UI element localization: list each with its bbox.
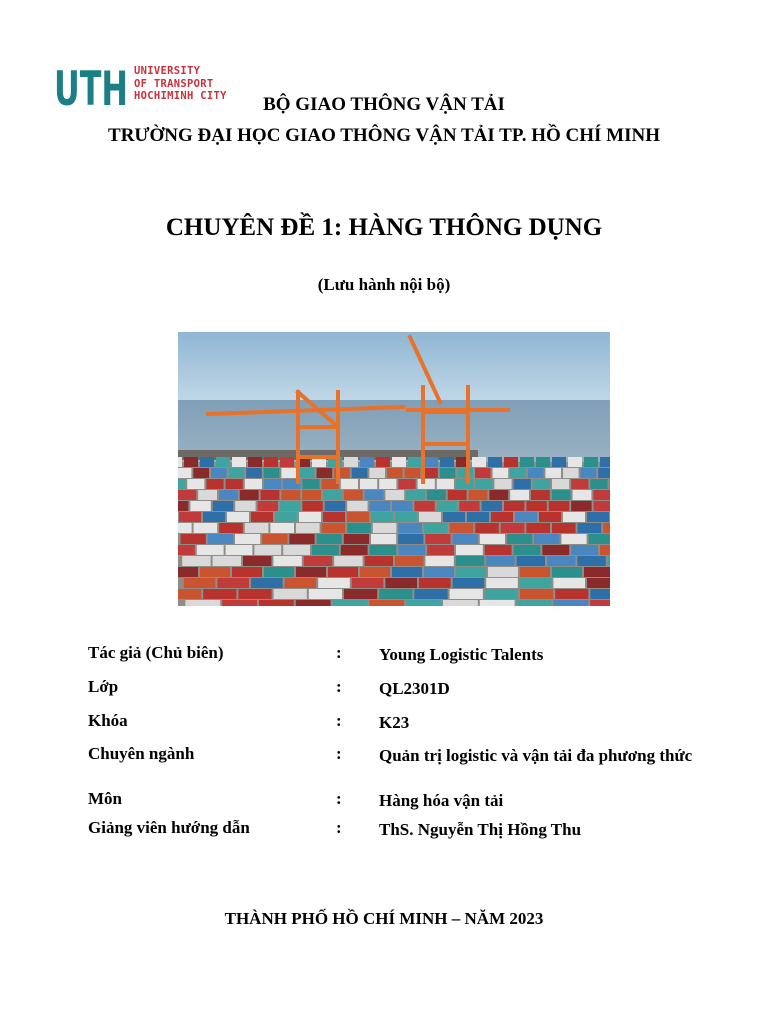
container-block — [561, 534, 586, 544]
container-block — [344, 457, 358, 467]
container-block — [304, 556, 332, 566]
logo-line-1: UNIVERSITY — [134, 65, 201, 77]
container-block — [552, 457, 566, 467]
container-block — [514, 545, 541, 555]
container-block — [453, 534, 478, 544]
container-block — [296, 523, 320, 533]
container-block — [581, 468, 597, 478]
container-block — [459, 501, 479, 511]
container-block — [440, 468, 456, 478]
container-block — [178, 545, 195, 555]
container-block — [213, 556, 241, 566]
container-block — [507, 534, 532, 544]
container-block — [573, 490, 592, 500]
container-block — [398, 545, 425, 555]
container-block — [299, 468, 315, 478]
container-block — [480, 534, 505, 544]
container-block — [360, 567, 390, 577]
container-block — [226, 545, 253, 555]
container-block — [200, 567, 230, 577]
container-block — [398, 534, 423, 544]
container-block — [273, 556, 301, 566]
container-block — [296, 567, 326, 577]
container-block — [395, 512, 417, 522]
ministry-heading: BỘ GIAO THÔNG VẬN TẢI — [263, 94, 505, 115]
container-block — [534, 534, 559, 544]
container-block — [178, 468, 191, 478]
container-block — [275, 512, 297, 522]
container-block — [587, 512, 609, 522]
container-block — [589, 534, 610, 544]
container-block — [347, 501, 367, 511]
container-block — [184, 457, 198, 467]
container-block — [203, 512, 225, 522]
info-value: QL2301D — [379, 679, 450, 698]
circulation-note: (Lưu hành nội bộ) — [317, 275, 451, 294]
container-block — [520, 578, 552, 588]
container-block — [398, 479, 415, 489]
container-block — [259, 600, 294, 606]
container-block — [571, 501, 591, 511]
container-block — [184, 578, 216, 588]
container-block — [526, 523, 550, 533]
container-block — [571, 545, 598, 555]
container-block — [222, 600, 257, 606]
container-block — [510, 490, 529, 500]
container-block — [373, 523, 397, 533]
container-block — [203, 589, 236, 599]
container-block — [555, 589, 588, 599]
container-block — [501, 523, 525, 533]
container-block — [526, 501, 546, 511]
container-block — [229, 468, 245, 478]
container-block — [493, 468, 509, 478]
container-block — [178, 501, 188, 511]
container-block — [317, 534, 342, 544]
container-block — [213, 501, 233, 511]
container-block — [425, 534, 450, 544]
container-block — [245, 523, 269, 533]
container-block — [424, 567, 454, 577]
container-block — [302, 501, 322, 511]
container-block — [563, 512, 585, 522]
port-cover-photo — [178, 332, 610, 606]
container-block — [450, 523, 474, 533]
container-block — [456, 545, 483, 555]
container-block — [302, 479, 319, 489]
container-block — [344, 490, 363, 500]
container-block — [226, 479, 243, 489]
container-block — [341, 545, 368, 555]
container-block — [178, 479, 185, 489]
container-block — [352, 578, 384, 588]
container-block — [347, 512, 369, 522]
container-block — [528, 468, 544, 478]
container-block — [395, 556, 423, 566]
container-block — [448, 490, 467, 500]
container-block — [285, 578, 317, 588]
container-block — [200, 457, 214, 467]
container-block — [299, 512, 321, 522]
container-block — [198, 490, 217, 500]
container-block — [414, 501, 434, 511]
container-block — [289, 534, 314, 544]
container-block — [553, 578, 585, 588]
logo-line-2: OF TRANSPORT — [134, 77, 214, 90]
container-block — [245, 479, 262, 489]
container-block — [547, 556, 575, 566]
container-block — [281, 468, 297, 478]
container-block — [206, 479, 223, 489]
container-block — [577, 556, 605, 566]
container-block — [270, 523, 294, 533]
info-label: Tác giả (Chủ biên) — [88, 643, 224, 662]
container-block — [494, 479, 511, 489]
container-block — [227, 512, 249, 522]
container-block — [190, 501, 210, 511]
container-block — [453, 578, 485, 588]
container-block — [318, 578, 350, 588]
container-block — [370, 501, 390, 511]
container-block — [603, 523, 610, 533]
container-block — [379, 589, 412, 599]
info-colon: : — [336, 711, 342, 730]
container-block — [427, 545, 454, 555]
container-block — [536, 457, 550, 467]
container-block — [211, 468, 227, 478]
container-block — [515, 512, 537, 522]
info-colon: : — [336, 789, 342, 808]
container-block — [594, 501, 610, 511]
container-block — [590, 589, 610, 599]
container-block — [392, 567, 422, 577]
document-title: CHUYÊN ĐỀ 1: HÀNG THÔNG DỤNG — [165, 214, 603, 241]
container-block — [531, 490, 550, 500]
logo-line-3: HOCHIMINH CITY — [134, 90, 227, 102]
container-block — [328, 567, 358, 577]
container-block — [369, 468, 385, 478]
container-block — [485, 589, 518, 599]
container-block — [486, 556, 514, 566]
container-block — [549, 501, 569, 511]
container-block — [571, 479, 588, 489]
container-block — [584, 457, 598, 467]
container-block — [264, 468, 280, 478]
container-block — [406, 600, 441, 606]
university-heading: TRƯỜNG ĐẠI HỌC GIAO THÔNG VẬN TẢI TP. HỒ CHÍ MINH — [108, 125, 660, 146]
container-block — [598, 468, 610, 478]
container-block — [197, 545, 224, 555]
info-value: K23 — [379, 713, 410, 732]
container-block — [280, 457, 294, 467]
container-block — [208, 534, 233, 544]
info-value: Young Logistic Talents — [379, 645, 544, 664]
container-block — [427, 490, 446, 500]
container-block — [406, 490, 425, 500]
container-block — [485, 545, 512, 555]
container-block — [385, 578, 417, 588]
container-block — [552, 567, 582, 577]
container-block — [261, 490, 280, 500]
container-block — [593, 490, 610, 500]
container-block — [424, 457, 438, 467]
info-value: ThS. Nguyễn Thị Hồng Thu — [379, 820, 582, 839]
container-block — [568, 457, 582, 467]
container-block — [590, 600, 610, 606]
container-block — [216, 457, 230, 467]
container-block — [398, 523, 422, 533]
container-block — [325, 501, 345, 511]
container-block — [475, 523, 499, 533]
container-block — [376, 457, 390, 467]
container-block — [344, 589, 377, 599]
container-block — [414, 589, 447, 599]
container-block — [608, 556, 610, 566]
container-block — [248, 457, 262, 467]
container-block — [520, 567, 550, 577]
container-block — [317, 468, 333, 478]
container-block — [600, 545, 610, 555]
container-block — [424, 523, 448, 533]
container-block — [219, 490, 238, 500]
container-block — [489, 490, 508, 500]
info-value: Hàng hóa vận tải — [379, 791, 504, 810]
info-colon: : — [336, 818, 342, 837]
container-block — [590, 479, 607, 489]
container-block — [254, 545, 281, 555]
container-block — [467, 512, 489, 522]
container-block — [533, 479, 550, 489]
container-block — [392, 457, 406, 467]
container-block — [385, 490, 404, 500]
container-block — [552, 479, 569, 489]
container-block — [456, 556, 484, 566]
container-block — [443, 512, 465, 522]
container-block — [491, 512, 513, 522]
info-value: Quản trị logistic và vận tải đa phương thức — [379, 746, 693, 765]
container-block — [352, 468, 368, 478]
container-block — [243, 556, 271, 566]
container-block — [251, 512, 273, 522]
container-block — [520, 589, 553, 599]
container-block — [217, 578, 249, 588]
container-block — [419, 578, 451, 588]
container-block — [475, 468, 491, 478]
info-label: Môn — [88, 789, 122, 808]
container-block — [235, 534, 260, 544]
container-block — [486, 578, 518, 588]
container-block — [552, 490, 571, 500]
container-block — [482, 501, 502, 511]
container-block — [469, 490, 488, 500]
container-block — [539, 512, 561, 522]
container-block — [520, 457, 534, 467]
container-block — [371, 512, 393, 522]
container-block — [365, 556, 393, 566]
container-block — [408, 457, 422, 467]
container-block — [443, 600, 478, 606]
container-block — [578, 523, 602, 533]
container-block — [264, 567, 294, 577]
container-block — [387, 468, 403, 478]
container-block — [369, 600, 404, 606]
container-block — [258, 501, 278, 511]
container-block — [587, 578, 610, 588]
container-block — [450, 589, 483, 599]
container-block — [193, 468, 209, 478]
container-block — [283, 545, 310, 555]
container-block — [542, 545, 569, 555]
container-block — [379, 479, 396, 489]
container-block — [552, 523, 576, 533]
container-block — [488, 457, 502, 467]
container-block — [419, 512, 441, 522]
container-block — [344, 534, 369, 544]
container-block — [296, 600, 331, 606]
container-block — [488, 567, 518, 577]
info-label: Chuyên ngành — [88, 744, 195, 763]
container-block — [323, 512, 345, 522]
container-block — [360, 479, 377, 489]
container-block — [514, 479, 531, 489]
container-block — [475, 479, 492, 489]
container-block — [240, 490, 259, 500]
container-block — [418, 479, 435, 489]
container-block — [517, 600, 552, 606]
container-block — [425, 556, 453, 566]
container-block — [545, 468, 561, 478]
footer-city-year: THÀNH PHỐ HỒ CHÍ MINH – NĂM 2023 — [224, 909, 544, 928]
container-block — [457, 468, 473, 478]
logo-mark-text: UTH — [54, 64, 128, 108]
container-block — [262, 534, 287, 544]
container-block — [341, 479, 358, 489]
container-block — [178, 457, 182, 467]
container-block — [274, 589, 307, 599]
container-block — [456, 479, 473, 489]
container-block — [238, 589, 271, 599]
container-block — [323, 490, 342, 500]
container-block — [302, 490, 321, 500]
container-block — [365, 490, 384, 500]
container-block — [333, 600, 368, 606]
container-block — [179, 512, 201, 522]
container-block — [370, 545, 397, 555]
container-block — [517, 556, 545, 566]
container-block — [246, 468, 262, 478]
container-block — [322, 523, 346, 533]
container-block — [456, 567, 486, 577]
container-block — [187, 479, 204, 489]
container-block — [584, 567, 610, 577]
container-block — [181, 534, 206, 544]
container-block — [371, 534, 396, 544]
container-block — [178, 523, 192, 533]
container-block — [334, 556, 362, 566]
container-block — [504, 501, 524, 511]
container-block — [600, 457, 610, 467]
container-block — [347, 523, 371, 533]
container-block — [553, 600, 588, 606]
container-block — [232, 457, 246, 467]
container-block — [185, 600, 220, 606]
container-block — [232, 567, 262, 577]
container-block — [504, 457, 518, 467]
container-block — [405, 468, 421, 478]
container-block — [281, 490, 300, 500]
container-block — [392, 501, 412, 511]
container-block — [235, 501, 255, 511]
info-colon: : — [336, 643, 342, 662]
container-block — [219, 523, 243, 533]
container-block — [440, 457, 454, 467]
container-block — [437, 479, 454, 489]
container-block — [312, 545, 339, 555]
container-block — [480, 600, 515, 606]
container-block — [178, 589, 201, 599]
info-label: Lớp — [88, 677, 119, 696]
info-colon: : — [336, 677, 342, 696]
container-block — [360, 457, 374, 467]
container-block — [182, 556, 210, 566]
container-block — [280, 501, 300, 511]
container-block — [178, 490, 196, 500]
container-block — [251, 578, 283, 588]
container-block — [510, 468, 526, 478]
info-colon: : — [336, 744, 342, 763]
container-block — [563, 468, 579, 478]
info-label: Giảng viên hướng dẫn — [88, 818, 250, 837]
info-label: Khóa — [88, 711, 128, 730]
container-block — [309, 589, 342, 599]
container-block — [264, 457, 278, 467]
container-block — [194, 523, 218, 533]
container-block — [437, 501, 457, 511]
container-block — [264, 479, 281, 489]
container-block — [472, 457, 486, 467]
container-block — [178, 567, 198, 577]
